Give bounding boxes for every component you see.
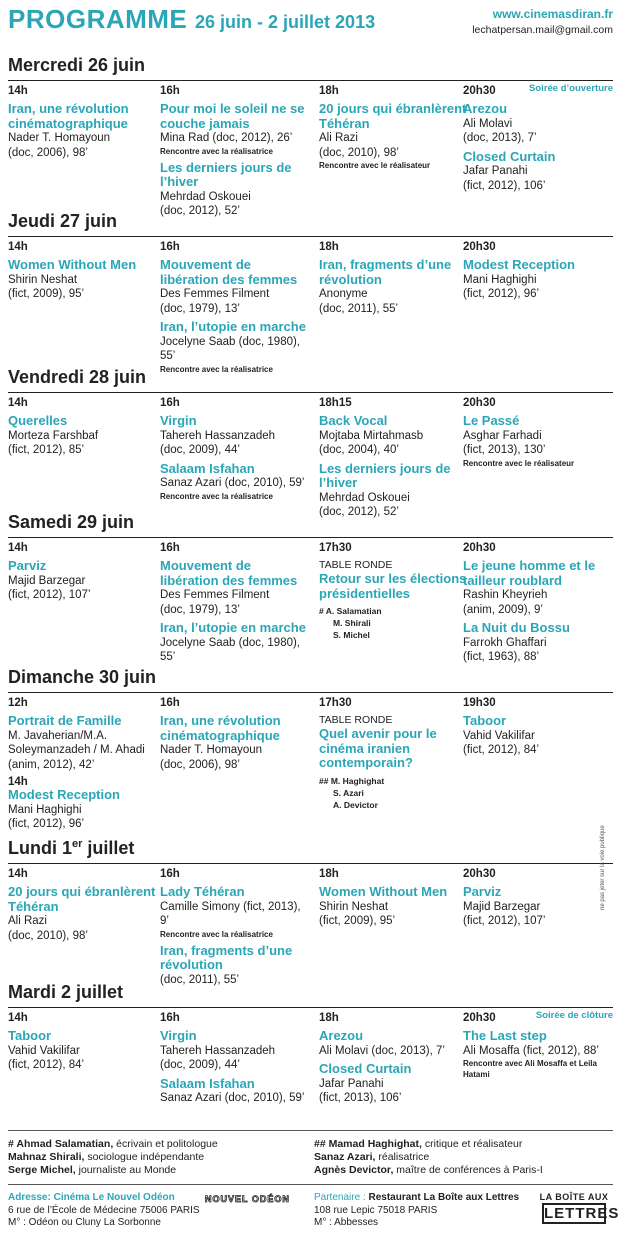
film-details: Jafar Panahi	[463, 165, 528, 177]
time-slot	[160, 85, 310, 223]
film-details: (doc, 2010), 98’	[8, 929, 88, 942]
film-entry	[463, 714, 613, 758]
slot-time: 16h	[160, 1012, 180, 1024]
time-slot	[319, 542, 469, 641]
film-details: (doc, 2006), 98’	[160, 758, 240, 771]
special-event-label: Soirée d’ouverture	[529, 83, 613, 94]
film-details: Mehrdad Oskouei	[160, 190, 251, 203]
film-title: Closed Curtain	[463, 148, 556, 164]
film-title: Taboor	[463, 713, 507, 728]
film-title: Taboor	[8, 1028, 52, 1043]
slot-time: 20h30	[463, 85, 496, 97]
film-entry	[160, 462, 310, 502]
address-block	[8, 1192, 308, 1230]
film-details: Mani Haghighi	[8, 803, 82, 816]
film-details: Shirin Neshat	[319, 900, 389, 913]
time-slot	[160, 697, 310, 776]
film-title: Iran, une révolution cinématographique	[8, 101, 129, 131]
side-note: ne pas jeter sur la voie publique	[600, 825, 606, 910]
film-entry	[463, 258, 613, 302]
film-title: La Nuit du Bossu	[463, 620, 570, 635]
film-title: Salaam Isfahan	[160, 460, 255, 476]
slot-time: 16h	[160, 868, 180, 880]
film-title: Parviz	[8, 558, 47, 573]
film-title: Le Passé	[463, 413, 520, 428]
film-entry	[160, 258, 310, 316]
film-title: Mouvement de libération des femmes	[160, 558, 298, 588]
time-slot	[319, 868, 469, 933]
film-entry	[160, 885, 310, 940]
film-details: (doc, 2006), 98’	[8, 146, 88, 159]
bio-line: Sanaz Azari, réalisatrice	[314, 1151, 430, 1163]
film-entry	[8, 559, 158, 603]
film-title: Iran, l’utopie en marche	[160, 319, 306, 334]
film-title: Iran, l’utopie en marche	[160, 620, 306, 635]
film-details: Majid Barzegar	[8, 574, 86, 587]
partner-metro: M° : Abbesses	[314, 1217, 379, 1228]
film-entry	[319, 885, 469, 929]
film-title: Iran, fragments d’une révolution	[319, 257, 452, 287]
film-title: Querelles	[8, 413, 68, 428]
programme-title	[8, 4, 375, 35]
film-entry	[319, 1062, 469, 1106]
film-entry	[319, 727, 469, 771]
slot-time: 18h	[319, 1012, 339, 1024]
meeting-note: Rencontre avec la réalisatrice	[160, 364, 273, 374]
film-details: (doc, 1979), 13’	[160, 302, 240, 315]
bio-line: ## Mamad Haghighat, critique et réalisateur	[314, 1138, 523, 1150]
day-title: Mercredi 26 juin	[8, 55, 146, 75]
bio-line: # Ahmad Salamatian, écrivain et politologue	[8, 1138, 218, 1150]
film-details: Ali Razi	[319, 132, 358, 144]
film-title: Les derniers jours de l’hiver	[319, 460, 451, 490]
title-text: PROGRAMME	[8, 4, 188, 34]
film-entry	[463, 1029, 613, 1080]
time-slot	[463, 241, 613, 306]
film-title: Parviz	[463, 884, 502, 899]
day-title: Mardi 2 juillet	[8, 982, 124, 1002]
nouvel-odeon-logo: NOUVEL ODÉON	[205, 1194, 290, 1204]
film-title: Lady Téhéran	[160, 884, 245, 899]
slot-time: 18h	[319, 85, 339, 97]
film-title: Women Without Men	[319, 884, 448, 899]
film-entry	[319, 258, 469, 316]
slot-time: 18h15	[319, 397, 352, 409]
film-details: Ali Molavi	[463, 117, 513, 130]
day-divider	[8, 392, 613, 393]
film-details: Des Femmes Filment	[160, 288, 270, 300]
film-entry	[463, 559, 613, 617]
film-title: Iran, une révolution cinématographique	[160, 713, 281, 743]
day-divider	[8, 863, 613, 864]
film-entry	[8, 714, 158, 772]
film-details: (fict, 2012), 107’	[463, 915, 546, 927]
film-details: Farrokh Ghaffari	[463, 636, 547, 649]
film-details: (doc, 2009), 44’	[160, 1059, 240, 1071]
slot-time: 20h30	[463, 397, 496, 409]
time-slot	[319, 697, 469, 811]
film-entry	[160, 161, 310, 219]
film-details: (fict, 2009), 95’	[319, 915, 396, 927]
slot-time: 16h	[160, 697, 180, 709]
film-details: Nader T. Homayoun	[160, 744, 263, 756]
bio-line: Mahnaz Shirali, sociologue indépendante	[8, 1151, 205, 1163]
time-slot	[463, 397, 613, 473]
round-table-label: TABLE RONDE	[319, 714, 393, 726]
film-title: Virgin	[160, 413, 197, 428]
round-table-label: TABLE RONDE	[319, 559, 393, 571]
partner-street: 108 rue Lepic 75018 PARIS	[314, 1204, 438, 1216]
meeting-note: Rencontre avec Ali Mosaffa et Leila Hatami	[463, 1059, 597, 1079]
film-details: (fict, 2012), 106’	[463, 179, 546, 192]
day-title: Dimanche 30 juin	[8, 667, 157, 687]
participant: M. Shirali	[333, 618, 371, 628]
film-details: (fict, 2012), 107’	[8, 589, 91, 601]
film-details: Camille Simony (fict, 2013), 9’	[160, 900, 301, 927]
film-title: Modest Reception	[463, 257, 575, 272]
film-title: Closed Curtain	[319, 1061, 412, 1076]
footer-divider	[8, 1184, 613, 1185]
meeting-note: Rencontre avec la réalisatrice	[160, 491, 273, 501]
email-link[interactable]: lechatpersan.mail@gmail.com	[472, 24, 613, 36]
film-entry	[160, 714, 310, 772]
slot-time: 20h30	[463, 1012, 496, 1024]
meeting-note: Rencontre avec la réalisatrice	[160, 146, 273, 156]
film-entry	[160, 559, 310, 617]
day-title: Jeudi 27 juin	[8, 211, 118, 231]
film-details: Majid Barzegar	[463, 900, 541, 913]
film-details: (doc, 2012), 52’	[160, 205, 240, 217]
participants-list	[319, 605, 469, 641]
film-title: Modest Reception	[8, 787, 120, 802]
film-entry	[463, 150, 613, 194]
time-slot	[8, 542, 158, 607]
participant: S. Azari	[333, 787, 364, 798]
film-title: Retour sur les élections présidentielles	[319, 571, 467, 601]
day-divider	[8, 1007, 613, 1008]
day-divider	[8, 80, 613, 81]
time-slot	[319, 241, 469, 320]
film-details: (fict, 2013), 106’	[319, 1092, 402, 1104]
film-title: Arezou	[463, 101, 508, 116]
film-details: Jocelyne Saab (doc, 1980), 55’	[160, 335, 301, 362]
slot-time: 19h30	[463, 697, 496, 709]
film-details: Tahereh Hassanzadeh	[160, 1044, 276, 1057]
film-details: Shirin Neshat	[8, 273, 78, 286]
film-entry	[8, 1029, 158, 1073]
footer-divider	[8, 1130, 613, 1131]
slot-time: 16h	[160, 542, 180, 554]
film-details: (fict, 2013), 130’	[463, 444, 546, 456]
film-entry	[8, 102, 158, 160]
day-divider	[8, 236, 613, 237]
film-entry	[463, 885, 613, 929]
film-details: (anim, 2009), 9’	[463, 603, 543, 616]
film-entry	[8, 258, 158, 302]
time-slot	[319, 85, 469, 175]
day-divider	[8, 537, 613, 538]
slot-time: 17h30	[319, 542, 352, 554]
film-details: (anim, 2012), 42’	[8, 758, 95, 771]
time-slot	[8, 1012, 158, 1077]
film-details: (fict, 2012), 85’	[8, 444, 85, 456]
time-slot	[463, 697, 613, 762]
film-details: Mina Rad (doc, 2012), 26’	[160, 132, 293, 144]
time-slot	[160, 868, 310, 991]
film-details: Mehrdad Oskouei	[319, 491, 410, 504]
film-details: Jocelyne Saab (doc, 1980), 55’	[160, 636, 301, 663]
slot-time: 16h	[160, 397, 180, 409]
film-title: Virgin	[160, 1028, 197, 1043]
film-entry	[463, 621, 613, 665]
slot-time: 14h	[8, 397, 28, 409]
time-slot	[8, 397, 158, 462]
film-details: Tahereh Hassanzadeh	[160, 429, 276, 442]
header	[8, 4, 613, 40]
day-title: Lundi 1er juillet	[8, 838, 135, 858]
film-entry	[8, 776, 158, 832]
film-details: (doc, 2004), 40’	[319, 444, 399, 456]
day-title: Vendredi 28 juin	[8, 367, 147, 387]
slot-time: 16h	[160, 85, 180, 97]
participants-list	[319, 775, 469, 811]
film-entry	[463, 414, 613, 469]
film-title: Le jeune homme et le tailleur roublard	[463, 558, 596, 588]
film-entry	[160, 320, 310, 375]
film-title: Les derniers jours de l’hiver	[160, 159, 292, 189]
slot-time: 14h	[8, 1012, 28, 1024]
film-entry	[319, 572, 469, 601]
film-details: (fict, 2012), 84’	[463, 744, 540, 756]
partner-label: Partenaire :	[314, 1192, 366, 1203]
slot-time: 14h	[8, 776, 28, 788]
film-details: Sanaz Azari (doc, 2010), 59’	[160, 477, 305, 489]
film-details: Mani Haghighi	[463, 273, 537, 286]
time-slot	[319, 1012, 469, 1110]
film-details: (doc, 2011), 55’	[160, 973, 240, 986]
slot-time: 12h	[8, 697, 28, 709]
film-details: Vahid Vakilifar	[463, 729, 535, 742]
film-title: Back Vocal	[319, 413, 388, 428]
film-entry	[160, 102, 310, 157]
day-title: Samedi 29 juin	[8, 512, 135, 532]
film-title: Portrait de Famille	[8, 713, 122, 728]
film-title: The Last step	[463, 1028, 547, 1043]
slot-time: 20h30	[463, 241, 496, 253]
film-details: (doc, 2010), 98’	[319, 146, 399, 159]
time-slot	[8, 241, 158, 306]
film-details: Mojtaba Mirtahmasb	[319, 429, 424, 442]
film-details: Ali Mosaffa (fict, 2012), 88’	[463, 1044, 599, 1057]
address-metro: M° : Odéon ou Cluny La Sorbonne	[8, 1217, 161, 1228]
film-details: Anonyme	[319, 288, 368, 300]
time-slot	[319, 397, 469, 524]
film-details: Jafar Panahi	[319, 1077, 384, 1090]
address-street: 6 rue de l’École de Médecine 75006 PARIS	[8, 1204, 200, 1216]
film-details: (doc, 2012), 52’	[319, 506, 399, 518]
partner-venue: Restaurant La Boîte aux Lettres	[368, 1192, 520, 1203]
slot-time: 20h30	[463, 868, 496, 880]
film-title: Salaam Isfahan	[160, 1075, 255, 1091]
slot-time: 14h	[8, 542, 28, 554]
film-details: (doc, 2009), 44’	[160, 444, 240, 456]
film-details: Soleymanzadeh / M. Ahadi	[8, 744, 145, 756]
film-details: Ali Razi	[8, 915, 47, 927]
website-link[interactable]: www.cinemasdiran.fr	[492, 7, 613, 21]
address-label: Adresse:	[8, 1192, 51, 1203]
slot-time: 14h	[8, 85, 28, 97]
slot-time: 20h30	[463, 542, 496, 554]
film-title: Mouvement de libération des femmes	[160, 257, 298, 287]
film-title: Pour moi le soleil ne se couche jamais	[160, 101, 305, 131]
participant: ## M. Haghighat	[319, 775, 385, 786]
film-details: Vahid Vakilifar	[8, 1044, 80, 1057]
film-entry	[319, 462, 469, 520]
time-slot	[160, 542, 310, 669]
time-slot	[160, 241, 310, 379]
film-entry	[160, 1077, 310, 1106]
film-entry	[160, 1029, 310, 1073]
time-slot	[160, 1012, 310, 1110]
participant: A. Devictor	[333, 799, 378, 810]
film-details: M. Javaherian/M.A.	[8, 729, 108, 742]
film-title: Iran, fragments d’une révolution	[160, 942, 293, 972]
time-slot	[8, 868, 158, 947]
film-title: 20 jours qui ébranlèrent Téhéran	[319, 101, 467, 131]
film-title: 20 jours qui ébranlèrent Téhéran	[8, 884, 156, 914]
film-entry	[319, 102, 469, 171]
slot-time: 18h	[319, 241, 339, 253]
film-details: (fict, 2012), 84’	[8, 1059, 85, 1071]
partner-block	[314, 1192, 620, 1230]
meeting-note: Rencontre avec le réalisateur	[463, 458, 575, 468]
film-entry	[8, 414, 158, 458]
film-entry	[319, 1029, 469, 1058]
film-details: (fict, 2009), 95’	[8, 288, 85, 300]
film-details: Ali Molavi (doc, 2013), 7’	[319, 1044, 445, 1057]
film-details: (doc, 1979), 13’	[160, 603, 240, 616]
film-details: Des Femmes Filment	[160, 589, 270, 601]
bio-line: Agnès Devictor, maître de conférences à Paris-I	[314, 1164, 543, 1176]
time-slot	[463, 1012, 613, 1084]
film-details: (fict, 2012), 96’	[463, 288, 540, 300]
meeting-note: Rencontre avec la réalisatrice	[160, 929, 273, 939]
film-title: Women Without Men	[8, 257, 137, 272]
film-title: Arezou	[319, 1028, 364, 1043]
film-details: (fict, 1963), 88’	[463, 651, 540, 663]
slot-time: 17h30	[319, 697, 352, 709]
film-entry	[160, 944, 310, 988]
day-divider	[8, 692, 613, 693]
film-details: Morteza Farshbaf	[8, 429, 99, 442]
slot-time: 14h	[8, 241, 28, 253]
film-entry	[8, 885, 158, 943]
film-details: Nader T. Homayoun	[8, 132, 111, 144]
film-details: Rashin Kheyrieh	[463, 589, 548, 601]
time-slot	[463, 85, 613, 197]
film-entry	[160, 621, 310, 665]
participant: # A. Salamatian	[319, 606, 382, 616]
time-slot	[8, 85, 158, 164]
bio-line: Serge Michel, journaliste au Monde	[8, 1164, 177, 1176]
time-slot	[8, 697, 158, 836]
film-details: (doc, 2011), 55’	[319, 302, 399, 315]
meeting-note: Rencontre avec le réalisateur	[319, 161, 431, 170]
participant: S. Michel	[333, 630, 370, 640]
bios-left	[8, 1138, 308, 1177]
film-details: (doc, 2013), 7’	[463, 132, 537, 144]
special-event-label: Soirée de clôture	[535, 1010, 613, 1021]
time-slot	[463, 542, 613, 669]
film-title: Quel avenir pour le cinéma iranien contemporain?	[319, 726, 437, 770]
title-dates: 26 juin - 2 juillet 2013	[195, 12, 376, 32]
slot-time: 16h	[160, 241, 180, 253]
film-details: Asghar Farhadi	[463, 429, 542, 442]
film-entry	[160, 414, 310, 458]
time-slot	[160, 397, 310, 506]
bios-right	[314, 1138, 613, 1177]
time-slot	[463, 868, 613, 933]
film-details: (fict, 2012), 96’	[8, 818, 85, 830]
slot-time: 14h	[8, 868, 28, 880]
film-details: Sanaz Azari (doc, 2010), 59’	[160, 1092, 305, 1104]
film-entry	[319, 414, 469, 458]
film-entry	[463, 102, 613, 146]
slot-time: 18h	[319, 868, 339, 880]
boite-aux-lettres-logo: LA BOÎTE AUX LETTRES	[539, 1192, 620, 1222]
address-venue: Cinéma Le Nouvel Odéon	[53, 1192, 175, 1203]
